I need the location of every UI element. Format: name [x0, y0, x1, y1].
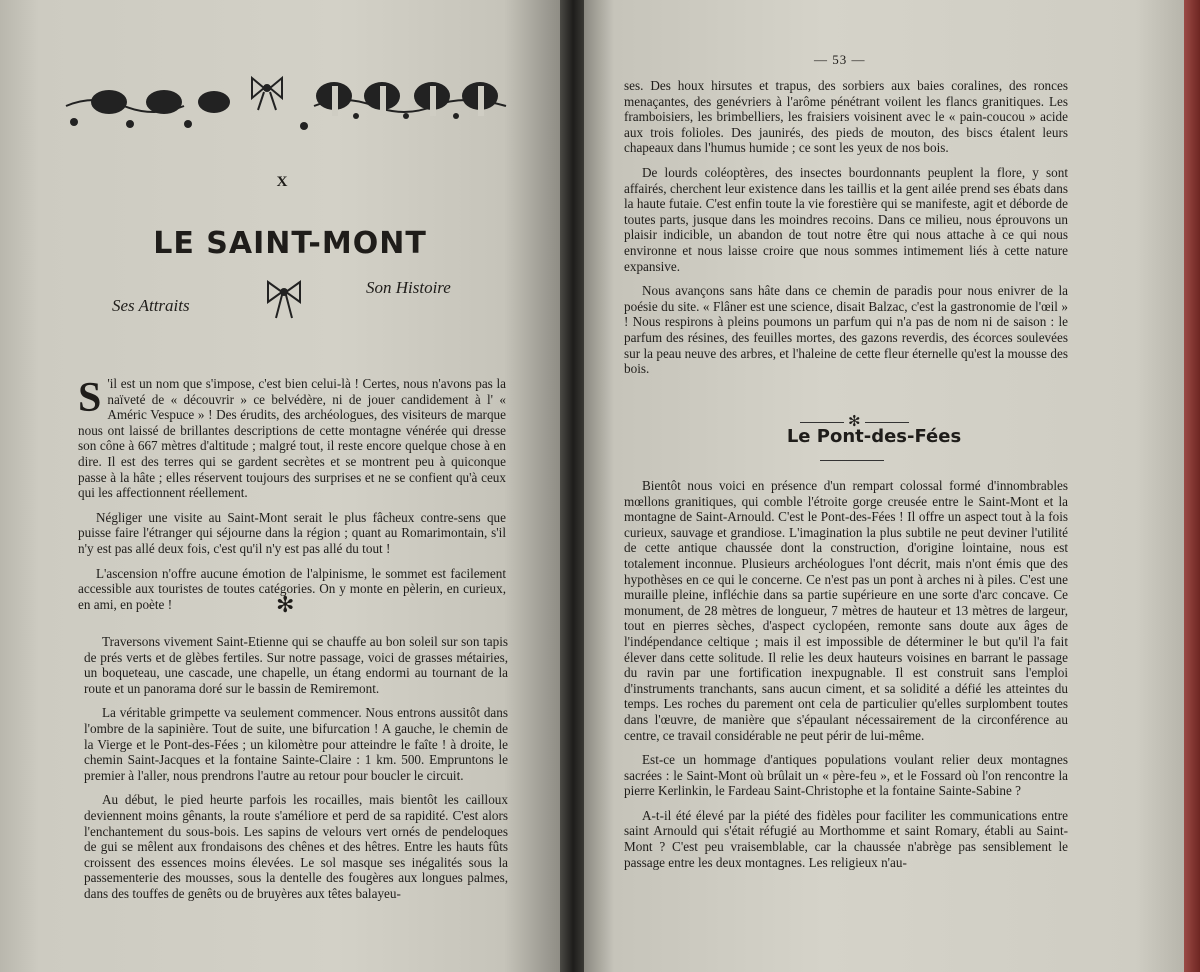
- chapter-title: LE SAINT-MONT: [153, 226, 427, 261]
- paragraph: [78, 376, 506, 501]
- section-separator-star: ✻: [276, 592, 295, 617]
- right-text-block-1: [624, 78, 1068, 386]
- book-gutter: [560, 0, 584, 972]
- drop-cap: S: [78, 375, 102, 421]
- subtitle-left: Ses Attraits: [112, 296, 190, 315]
- section-star: ✻: [848, 414, 861, 430]
- paragraph: Nous avançons sans hâte dans ce chemin de paradis pour nous enivrer de la poésie du site. « Flâner est une science, disait Balzac, c'est la gastronomie de l'œil » ! Nous respirons à pleins poumons un parfum qui n'a pas de nom ni de saison : le parfum des résines, des feuilles mortes, des gazons reverdis, des écorces soulevées sur la peau neuve des arbres, et l'haleine de cette fleur éternelle qu'est la mousse des bois.: [624, 283, 1068, 377]
- book-cover-edge: [1184, 0, 1200, 972]
- left-text-block-1: [78, 376, 506, 621]
- paragraph: Négliger une visite au Saint-Mont serait le plus fâcheux contre-sens que puisse faire l'étranger qui séjourne dans la région ; quant au Romarimontain, s'il n'y est pas allé deux fois, c'est qu'il n'y est pas allé du tout !: [78, 509, 506, 556]
- section-title: Le Pont-des-Fées: [786, 426, 962, 447]
- section-underline: [820, 460, 884, 461]
- paragraph: Est-ce un hommage d'antiques populations voulant relier deux montagnes sacrées : le Saint-Mont où brûlait un « père-feu », et le Fossard où l'on rencontre la pierre Kerlinkin, le Fardeau Saint-Christophe et la fontaine Sainte-Sabine ?: [624, 752, 1068, 799]
- subtitle-right: Son Histoire: [366, 278, 451, 297]
- paragraph: De lourds coléoptères, des insectes bourdonnants peuplent la flore, y sont affairés, cherchent leur existence dans les taillis et la gent ailée prend ses ébats dans la haute futaie. C'est enfin toute la vie forestière qui se manifeste, agit et déborde de toutes parts, jusque dans les moindres recoins. Dans ce milieu, nous éprouvons un plaisir indicible, un abandon de tout notre être qui nous attache à ce qui nous environne et nous laisse croire que nous sommes intimement liés à cette nature expansive.: [624, 164, 1068, 274]
- paragraph-text: 'il est un nom que s'impose, c'est bien celui-là ! Certes, nous n'avons pas la naïveté de « découvrir » ce belvédère, ni de jouer candidement à l' « Améric Vespuce » ! Des érudits, des archéologues, des visiteurs de marque nous ont laissé de brillantes descriptions de cette montagne vénérée qui dresse son cône à 667 mètres d'altitude ; malgré tout, il reste encore quelque chose à en dire. Il est des terres qui se gardent secrètes et se montrent peu à quiconque passe à la hâte ; elles réservent toujours des surprises et ne se confient qu'à ceux qui les affectionnent réellement.: [78, 376, 506, 501]
- right-text-block-2: [624, 478, 1068, 879]
- paragraph: L'ascension n'offre aucune émotion de l'alpinisme, le sommet est facilement accessible aux touristes de toutes catégories. On y monte en pèlerin, en curieux, en ami, en poète !: [78, 565, 506, 612]
- left-text-block-2: [84, 634, 508, 911]
- paragraph: A-t-il été élevé par la piété des fidèles pour faciliter les communications entre saint Arnould qui s'était réfugié au Morthomme et saint Romary, établi au Saint-Mont ? C'est peu vraisemblable, car la chaussée n'abrège pas sensiblement le passage entre les deux montagnes. Les religieux n'au-: [624, 807, 1068, 870]
- paragraph: Au début, le pied heurte parfois les rocailles, mais bientôt les cailloux deviennent moins gênants, la route s'améliore et perd de sa rapidité. C'est alors l'enchantement du sous-bois. Les sapins de velours vert ornés de pendeloques de gui se mêlent aux frondaisons des chênes et des hêtres. Entre les hauts fûts croissent des essences moins élevées. Le sol masque ses inégalités sous la passementerie des mousses, sous la dentelle des fougères aux longues palmes, dans des touffes de genêts ou de bruyères aux têtes balayeu-: [84, 792, 508, 901]
- right-page: [584, 0, 1184, 972]
- left-page: [0, 0, 560, 972]
- chapter-number: X: [276, 174, 288, 190]
- paragraph: Bientôt nous voici en présence d'un rempart colossal formé d'innombrables mœllons granitiques, qui comble l'étroite gorge creusée entre le Saint-Mont et la montagne de Saint-Arnould. C'est le Pont-des-Fées ! Il offre un aspect tout à la fois curieux, sauvage et grandiose. L'imagination la plus subtile ne peut deviner l'utilité de cette antique chaussée dont la construction, d'origine lointaine, nous est totalement inconnue. Plusieurs archéologues l'ont décrit, mais n'ont émis que des hypothèses en ce qui le concerne. Ce n'est pas un pont à arches ni à piles. C'est une muraille pleine, infléchie dans sa partie supérieure en une sorte d'arc concave. Ce monument, de 28 mètres de longueur, 7 mètres de hauteur et 13 mètres de largeur, tout en pierres sèches, d'aspect cyclopéen, remonte sans doute aux âges de l'indépendance celtique ; mais il est impossible de déterminer le but qu'il l'a fait élever dans cette solitude. Il relie les deux hauteurs voisines en barrant le passage du ravin par une fortification inexpugnable. Il est construit sans l'emploi d'instruments tranchants, sans aucun ciment, et sa solidité a défié les atteintes du temps. Les roches du parement ont cela de particulier qu'elles surplombent toutes dans l'œuvre, de manière que s'épaulant nécessairement de la circonférence au centre, ce travail considérable ne peut périr de lui-même.: [624, 478, 1068, 743]
- paragraph: Traversons vivement Saint-Etienne qui se chauffe au bon soleil sur son tapis de prés verts et de glèbes fertiles. Sur notre passage, voici de grasses métairies, un boqueteau, une cascade, une chapelle, un étang endormi au tournant de la route et un panorama doré sur le bassin de Remiremont.: [84, 634, 508, 696]
- paragraph: ses. Des houx hirsutes et trapus, des sorbiers aux baies coralines, des ronces menaçantes, des genévriers à l'arôme pénétrant voilent les flancs granitiques. Les framboisiers, les brimbelliers, les fraisiers voisinent avec le « pain-coucou » acide aux trois folioles. Des jaunirés, des pieds de mouton, des biscs étalent leurs chapeaux dans l'humus humide ; ce sont les yeux de nos bois.: [624, 78, 1068, 156]
- bow-ornament: [264, 280, 304, 324]
- floral-garland-ornament: [64, 66, 508, 138]
- page-number: — 53 —: [814, 52, 866, 67]
- paragraph: La véritable grimpette va seulement commencer. Nous entrons aussitôt dans l'ombre de la sapinière. Tout de suite, une bifurcation ! A gauche, le chemin de la Vierge et le Pont-des-Fées ; un kilomètre pour atteindre le faîte ! à droite, le chemin Saint-Jacques et la fontaine Sainte-Claire : 1 km. 500. Empruntons le premier à l'aller, nous prendrons l'autre au retour pour boucler le circuit.: [84, 705, 508, 783]
